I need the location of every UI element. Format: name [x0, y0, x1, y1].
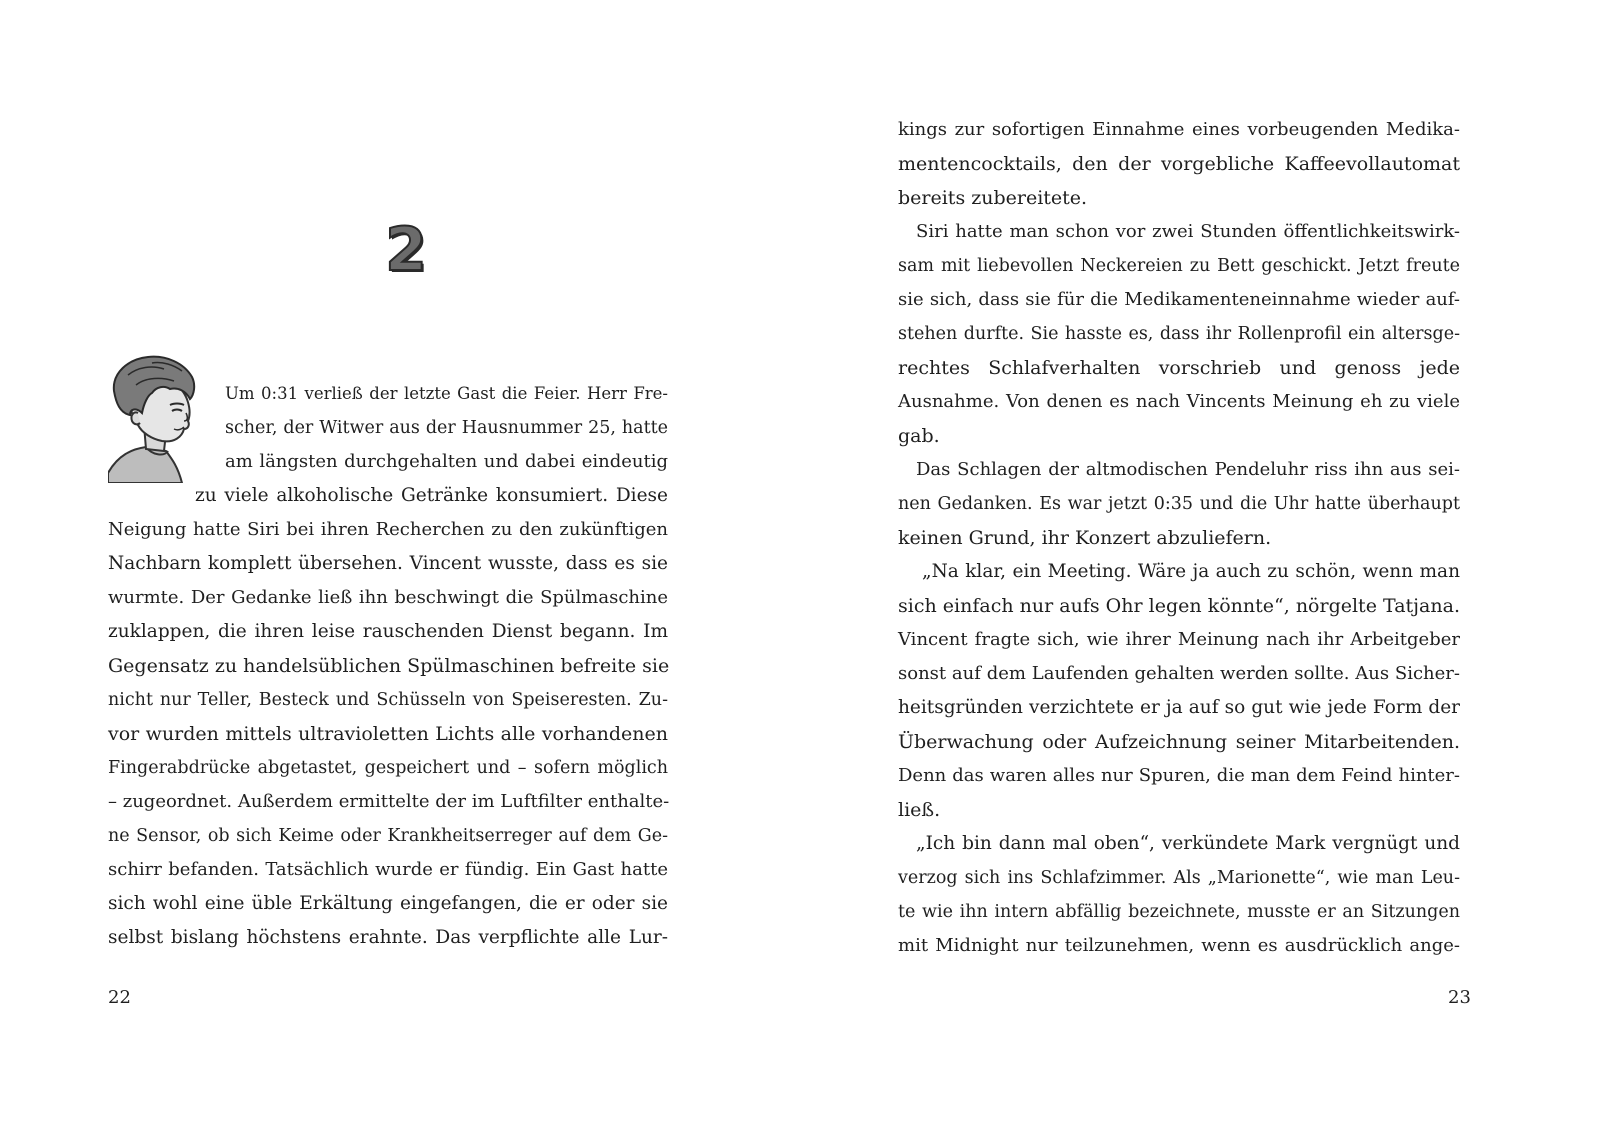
text-line: am längsten durchgehalten und dabei eindeutig	[225, 451, 668, 472]
text-line: vor wurden mittels ultravioletten Lichts alle vorhandenen	[108, 723, 668, 745]
text-line: zu viele alkoholische Getränke konsumiert. Diese	[195, 485, 668, 506]
text-line: zuklappen, die ihren leise rauschenden Dienst begann. Im	[108, 621, 668, 642]
text-line: gab.	[898, 425, 940, 447]
text-line: heitsgründen verzichtete er ja auf so gut wie jede Form der	[898, 697, 1460, 718]
text-line: „Ich bin dann mal oben“, verkündete Mark vergnügt und	[916, 833, 1460, 854]
text-line: Neigung hatte Siri bei ihren Recherchen zu den zukünftigen	[108, 519, 668, 540]
character-portrait-illustration	[108, 355, 204, 483]
text-line: – zugeordnet. Außerdem ermittelte der im Luftfilter enthalte-	[108, 791, 670, 812]
text-line: „Na klar, ein Meeting. Wäre ja auch zu schön, wenn man	[922, 561, 1460, 582]
text-line: Überwachung oder Aufzeichnung seiner Mitarbeitenden.	[898, 731, 1460, 753]
text-line: keinen Grund, ihr Konzert abzuliefern.	[898, 527, 1272, 549]
text-line: nen Gedanken. Es war jetzt 0:35 und die Uhr hatte überhaupt	[898, 494, 1460, 514]
text-line: selbst bislang höchstens erahnte. Das verpflichte alle Lur-	[108, 927, 668, 948]
text-line: nicht nur Teller, Besteck und Schüsseln von Speiseresten. Zu-	[108, 690, 668, 710]
text-line: mit Midnight nur teilzunehmen, wenn es ausdrücklich ange-	[898, 935, 1460, 956]
text-line: ließ.	[898, 799, 941, 821]
text-line: ne Sensor, ob sich Keime oder Krankheitserreger auf dem Ge-	[108, 826, 668, 846]
text-line: kings zur sofortigen Einnahme eines vorbeugenden Medika-	[898, 119, 1460, 140]
text-line: sonst auf dem Laufenden gehalten werden sollte. Aus Sicher-	[898, 663, 1460, 684]
text-line: schirr befanden. Tatsächlich wurde er fündig. Ein Gast hatte	[108, 859, 668, 880]
text-line: wurmte. Der Gedanke ließ ihn beschwingt die Spülmaschine	[108, 587, 668, 608]
page-number: 22	[108, 987, 131, 1008]
text-line: sie sich, dass sie für die Medikamenteneinnahme wieder auf-	[898, 289, 1460, 310]
text-line: Das Schlagen der altmodischen Pendeluhr riss ihn aus sei-	[916, 459, 1460, 480]
text-line: stehen durfte. Sie hasste es, dass ihr Rollenprofil ein altersge-	[898, 324, 1460, 344]
text-line: verzog sich ins Schlafzimmer. Als „Marionette“, wie man Leu-	[898, 868, 1460, 888]
text-line: te wie ihn intern abfällig bezeichnete, musste er an Sitzungen	[898, 902, 1460, 922]
text-line: bereits zubereitete.	[898, 187, 1088, 209]
right-page	[800, 0, 1600, 1131]
text-line: mentencocktails, den der vorgebliche Kaffeevollautomat	[898, 153, 1460, 175]
text-line: Nachbarn komplett übersehen. Vincent wusste, dass es sie	[108, 553, 668, 574]
text-line: Fingerabdrücke abgetastet, gespeichert und – sofern möglich	[108, 758, 668, 778]
text-line: Um 0:31 verließ der letzte Gast die Feier. Herr Fre-	[225, 384, 668, 403]
text-line: Vincent fragte sich, wie ihrer Meinung nach ihr Arbeitgeber	[898, 629, 1460, 650]
text-line: sich einfach nur aufs Ohr legen könnte“, nörgelte Tatjana.	[898, 595, 1460, 617]
text-line: Siri hatte man schon vor zwei Stunden öffentlichkeitswirk-	[916, 221, 1460, 242]
text-line: rechtes Schlafverhalten vorschrieb und genoss jede	[898, 357, 1460, 379]
page-number: 23	[1448, 987, 1471, 1008]
text-line: sam mit liebevollen Neckereien zu Bett geschickt. Jetzt freute	[898, 256, 1460, 276]
text-line: Ausnahme. Von denen es nach Vincents Meinung eh zu viele	[898, 391, 1460, 412]
text-line: Denn das waren alles nur Spuren, die man dem Feind hinter-	[898, 765, 1460, 786]
text-line: scher, der Witwer aus der Hausnummer 25, hatte	[225, 418, 668, 438]
chapter-number: 2	[385, 215, 427, 285]
text-line: Gegensatz zu handelsüblichen Spülmaschinen befreite sie	[108, 655, 670, 677]
text-line: sich wohl eine üble Erkältung eingefangen, die er oder sie	[108, 893, 668, 914]
